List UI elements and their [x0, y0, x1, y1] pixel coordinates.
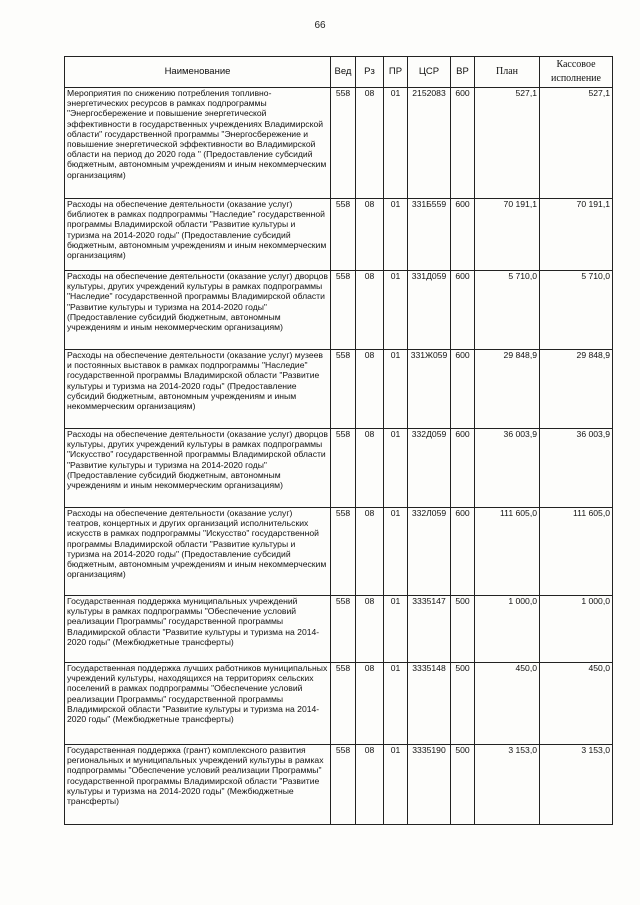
table-row: [65, 199, 613, 271]
row-rz: 08: [356, 745, 384, 825]
row-executed: 70 191,1: [540, 199, 613, 271]
row-vr: 600: [451, 508, 475, 596]
row-csr: 331Ж059: [408, 350, 451, 429]
row-pr: 01: [384, 271, 408, 350]
row-vr: 600: [451, 199, 475, 271]
row-plan: 1 000,0: [475, 596, 540, 663]
table-header-row: [65, 57, 613, 88]
row-name: Расходы на обеспечение деятельности (оказание услуг) театров, концертных и других организаций исполнительских искусств в рамках подпрограммы "Искусство" государственной программы Владимирской области "Развитие культуры и туризма на 2014-2020 годы" (Предоставление субсидий бюджетным, автономным учреждениям и иным некоммерческим организациям): [65, 508, 331, 596]
table-row: [65, 745, 613, 825]
row-executed: 450,0: [540, 663, 613, 745]
row-ved: 558: [331, 663, 356, 745]
row-pr: 01: [384, 508, 408, 596]
table-row: [65, 429, 613, 508]
table-row: [65, 508, 613, 596]
row-ved: 558: [331, 745, 356, 825]
row-executed: 527,1: [540, 88, 613, 199]
row-plan: 36 003,9: [475, 429, 540, 508]
row-vr: 500: [451, 596, 475, 663]
row-plan: 450,0: [475, 663, 540, 745]
row-rz: 08: [356, 271, 384, 350]
row-name: Государственная поддержка лучших работников муниципальных учреждений культуры, находящихся на территориях сельских поселений в рамках подпрограммы "Обеспечение условий реализации Программы" государственной программы Владимирской области "Развитие культуры и туризма на 2014-2020 годы" (Межбюджетные трансферты): [65, 663, 331, 745]
row-csr: 3335148: [408, 663, 451, 745]
row-ved: 558: [331, 271, 356, 350]
page-number: 66: [314, 20, 326, 31]
header-executed: Кассовое исполнение: [540, 57, 613, 88]
header-csr: ЦСР: [408, 57, 451, 88]
row-name: Расходы на обеспечение деятельности (оказание услуг) дворцов культуры, других учреждений культуры в рамках подпрограммы "Искусство" государственной программы Владимирской области "Развитие культуры и туризма на 2014-2020 годы" (Предоставление субсидий бюджетным, автономным учреждениям и иным некоммерческим организациям): [65, 429, 331, 508]
row-pr: 01: [384, 199, 408, 271]
row-pr: 01: [384, 596, 408, 663]
table-row: [65, 663, 613, 745]
row-executed: 29 848,9: [540, 350, 613, 429]
row-ved: 558: [331, 596, 356, 663]
table-row: [65, 596, 613, 663]
row-csr: 2152083: [408, 88, 451, 199]
header-plan: План: [475, 57, 540, 88]
row-pr: 01: [384, 429, 408, 508]
row-executed: 5 710,0: [540, 271, 613, 350]
row-csr: 331Б559: [408, 199, 451, 271]
row-executed: 111 605,0: [540, 508, 613, 596]
row-pr: 01: [384, 745, 408, 825]
header-ved: Вед: [331, 57, 356, 88]
row-rz: 08: [356, 88, 384, 199]
header-rz: Рз: [356, 57, 384, 88]
row-rz: 08: [356, 596, 384, 663]
row-plan: 527,1: [475, 88, 540, 199]
row-ved: 558: [331, 508, 356, 596]
row-plan: 70 191,1: [475, 199, 540, 271]
header-pr: ПР: [384, 57, 408, 88]
table-row: [65, 350, 613, 429]
row-vr: 600: [451, 88, 475, 199]
row-vr: 500: [451, 663, 475, 745]
row-name: Расходы на обеспечение деятельности (оказание услуг) музеев и постоянных выставок в рамках подпрограммы "Наследие" государственной программы Владимирской области "Развитие культуры и туризма на 2014-2020 годы" (Предоставление субсидий бюджетным, автономным учреждениям и иным некоммерческим организациям): [65, 350, 331, 429]
row-name: Мероприятия по снижению потребления топливно-энергетических ресурсов в рамках подпрограммы "Энергосбережение и повышение энергетической эффективности в государственных учреждениях Владимирской области" государственной программы "Энергосбережение и повышение энергетической эффективности во Владимирской области на период до 2020 года " (Предоставление субсидий бюджетным, автономным учреждениям и иным некоммерческим организациям): [65, 88, 331, 199]
header-name: Наименование: [65, 57, 331, 88]
row-rz: 08: [356, 350, 384, 429]
row-rz: 08: [356, 663, 384, 745]
row-vr: 500: [451, 745, 475, 825]
row-plan: 5 710,0: [475, 271, 540, 350]
row-plan: 3 153,0: [475, 745, 540, 825]
row-plan: 111 605,0: [475, 508, 540, 596]
header-vr: ВР: [451, 57, 475, 88]
row-pr: 01: [384, 663, 408, 745]
row-rz: 08: [356, 508, 384, 596]
budget-table: [64, 56, 613, 825]
row-csr: 3335190: [408, 745, 451, 825]
row-csr: 3335147: [408, 596, 451, 663]
row-ved: 558: [331, 88, 356, 199]
row-ved: 558: [331, 350, 356, 429]
row-csr: 332Д059: [408, 429, 451, 508]
row-ved: 558: [331, 429, 356, 508]
row-executed: 36 003,9: [540, 429, 613, 508]
row-name: Государственная поддержка муниципальных учреждений культуры в рамках подпрограммы "Обеспечение условий реализации Программы" государственной программы Владимирской области "Развитие культуры и туризма на 2014-2020 годы" (Межбюджетные трансферты): [65, 596, 331, 663]
row-vr: 600: [451, 271, 475, 350]
row-pr: 01: [384, 350, 408, 429]
row-name: Расходы на обеспечение деятельности (оказание услуг) библиотек в рамках подпрограммы "Наследие" государственной программы Владимирской области "Развитие культуры и туризма на 2014-2020 годы" (Предоставление субсидий бюджетным, автономным учреждениям и иным некоммерческим организациям): [65, 199, 331, 271]
row-rz: 08: [356, 429, 384, 508]
row-csr: 331Д059: [408, 271, 451, 350]
table-row: [65, 271, 613, 350]
row-executed: 3 153,0: [540, 745, 613, 825]
row-executed: 1 000,0: [540, 596, 613, 663]
row-plan: 29 848,9: [475, 350, 540, 429]
row-pr: 01: [384, 88, 408, 199]
row-rz: 08: [356, 199, 384, 271]
row-vr: 600: [451, 429, 475, 508]
row-name: Государственная поддержка (грант) комплексного развития региональных и муниципальных учреждений культуры в рамках подпрограммы "Обеспечение условий реализации Программы" государственной программы Владимирской области "Развитие культуры и туризма на 2014-2020 годы" (Межбюджетные трансферты): [65, 745, 331, 825]
row-ved: 558: [331, 199, 356, 271]
row-vr: 600: [451, 350, 475, 429]
row-name: Расходы на обеспечение деятельности (оказание услуг) дворцов культуры, других учреждений культуры в рамках подпрограммы "Наследие" государственной программы Владимирской области "Развитие культуры и туризма на 2014-2020 годы" (Предоставление субсидий бюджетным, автономным учреждениям и иным некоммерческим организациям): [65, 271, 331, 350]
table-row: [65, 88, 613, 199]
row-csr: 332Л059: [408, 508, 451, 596]
